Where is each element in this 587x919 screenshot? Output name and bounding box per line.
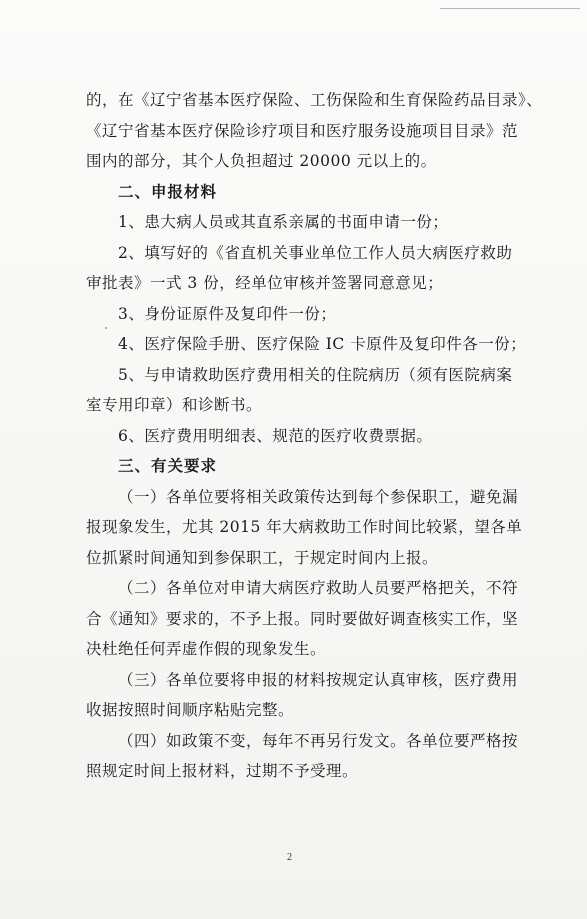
requirement-1-cont-b: 位抓紧时间通知到参保职工，于规定时间内上报。 (86, 548, 439, 567)
requirement-2: （二）各单位对申请大病医疗救助人员要严格把关，不符 (118, 579, 519, 597)
requirement-4-cont: 照规定时间上报材料，过期不予受理。 (86, 762, 359, 780)
section-heading-materials: 二、申报材料 (118, 182, 218, 201)
material-item-2: 2、填写好的《省直机关事业单位工作人员大病医疗救助 (118, 243, 513, 262)
requirement-1: （一）各单位要将相关政策传达到每个参保职工，避免漏 (118, 487, 519, 506)
body-line-1: 的，在《辽宁省基本医疗保险、工伤保险和生育保险药品目录》、 (86, 91, 543, 109)
requirement-3-cont: 收据按照时间顺序粘贴完整。 (86, 701, 295, 719)
material-item-1: 1、患大病人员或其直系亲属的书面申请一份； (118, 213, 449, 231)
body-line-3: 围内的部分，其个人负担超过 20000 元以上的。 (86, 152, 437, 170)
material-item-2-cont: 审批表》一式 3 份，经单位审核并签署同意意见； (86, 274, 444, 292)
material-item-3: 3、身份证原件及复印件一份； (118, 304, 337, 323)
material-item-6: 6、医疗费用明细表、规范的医疗收费票据。 (118, 426, 433, 445)
material-item-5: 5、与申请救助医疗费用相关的住院病历（须有医院病案 (118, 365, 513, 384)
document-body (86, 85, 543, 787)
requirement-4: （四）如政策不变，每年不再另行发文。各单位要严格按 (118, 731, 519, 750)
requirement-2-cont-a: 合《通知》要求的，不予上报。同时要做好调查核实工作，坚 (86, 609, 519, 628)
scan-edge-mark (440, 8, 580, 9)
body-line-2: 《辽宁省基本医疗保险诊疗项目和医疗服务设施项目目录》范 (86, 121, 519, 140)
requirement-1-cont-a: 报现象发生，尤其 2015 年大病救助工作时间比较紧，望各单 (86, 518, 523, 536)
material-item-5-cont: 室专用印章）和诊断书。 (86, 396, 263, 414)
requirement-3: （三）各单位要将申报的材料按规定认真审核，医疗费用 (118, 670, 519, 689)
material-item-4: 4、医疗保险手册、医疗保险 IC 卡原件及复印件各一份； (118, 335, 527, 353)
section-heading-requirements: 三、有关要求 (118, 457, 218, 475)
requirement-2-cont-b: 决杜绝任何弄虚作假的现象发生。 (86, 640, 327, 658)
page-number: 2 (287, 852, 292, 863)
